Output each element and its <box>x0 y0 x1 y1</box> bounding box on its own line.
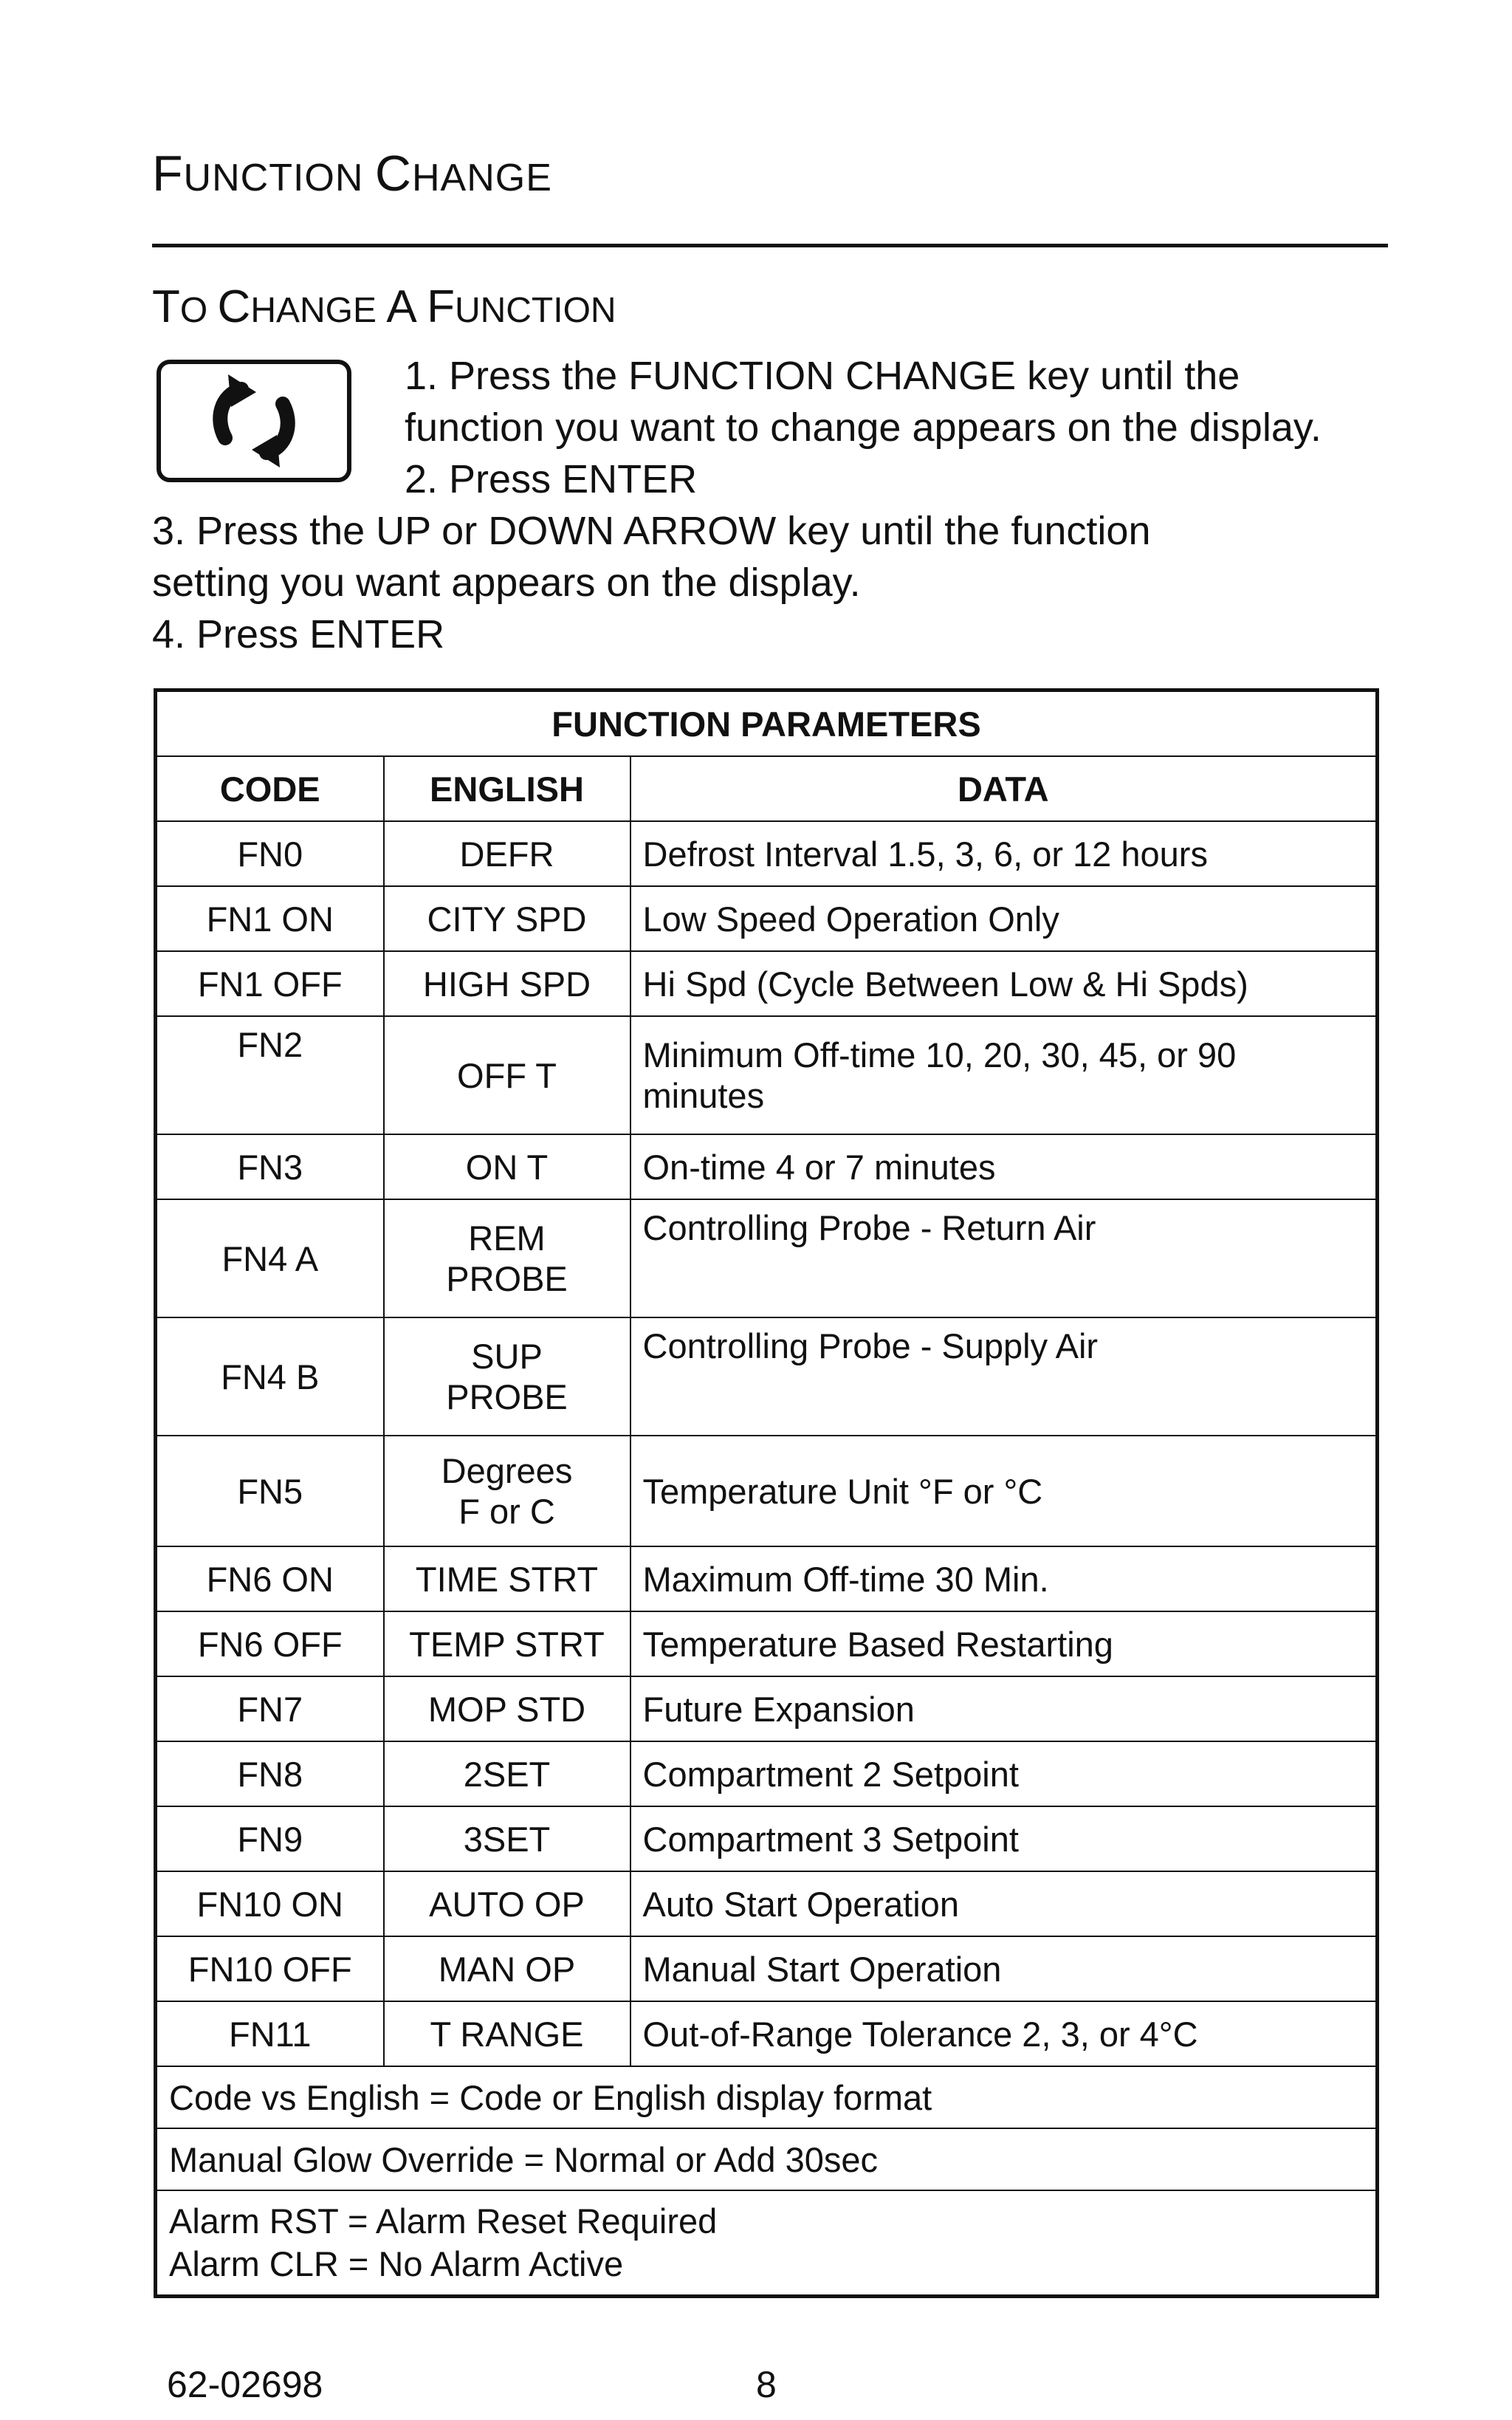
table-row <box>156 1016 1378 1134</box>
data-cell: On-time 4 or 7 minutes <box>630 1134 1378 1199</box>
step-3-line-1: 3. Press the UP or DOWN ARROW key until the function <box>152 509 1151 553</box>
title-rest-1: UNCTION <box>183 157 375 199</box>
data-cell: Compartment 2 Setpoint <box>630 1741 1378 1806</box>
note-manual-glow: Manual Glow Override = Normal or Add 30sec <box>156 2128 1378 2190</box>
english-cell: TEMP STRT <box>384 1611 630 1676</box>
table-caption-row <box>156 690 1378 757</box>
title-divider <box>152 244 1388 247</box>
data-line-1: Minimum Off-time 10, 20, 30, 45, or 90 <box>642 1035 1237 1074</box>
english-cell: 2SET <box>384 1741 630 1806</box>
table-row <box>156 1806 1378 1871</box>
english-cell: MOP STD <box>384 1676 630 1741</box>
step-3-line-2: setting you want appears on the display. <box>152 561 861 605</box>
english-cell: HIGH SPD <box>384 951 630 1016</box>
subtitle-rest-1: O <box>179 291 218 330</box>
header-english: ENGLISH <box>384 756 630 821</box>
table-row <box>156 2001 1378 2066</box>
data-cell: Low Speed Operation Only <box>630 886 1378 951</box>
code-cell: FN4 A <box>156 1199 384 1317</box>
data-cell: Temperature Based Restarting <box>630 1611 1378 1676</box>
table-row <box>156 1936 1378 2001</box>
code-cell: FN1 OFF <box>156 951 384 1016</box>
note-code-vs-english: Code vs English = Code or English display format <box>156 2066 1378 2128</box>
data-cell: Compartment 3 Setpoint <box>630 1806 1378 1871</box>
table-note-row <box>156 2066 1378 2128</box>
title-rest-2: HANGE <box>411 157 552 199</box>
note-alarm <box>156 2190 1378 2297</box>
code-cell: FN6 ON <box>156 1546 384 1611</box>
subtitle-rest-4: UNCTION <box>454 291 616 330</box>
code-cell: FN0 <box>156 821 384 886</box>
data-cell: Hi Spd (Cycle Between Low & Hi Spds) <box>630 951 1378 1016</box>
table-row <box>156 1317 1378 1436</box>
table-row <box>156 951 1378 1016</box>
english-cell: MAN OP <box>384 1936 630 2001</box>
table-row <box>156 1871 1378 1936</box>
data-cell: Defrost Interval 1.5, 3, 6, or 12 hours <box>630 821 1378 886</box>
code-cell: FN3 <box>156 1134 384 1199</box>
english-cell: CITY SPD <box>384 886 630 951</box>
data-cell: Temperature Unit °F or °C <box>630 1436 1378 1546</box>
english-cell: 3SET <box>384 1806 630 1871</box>
data-cell: Controlling Probe - Return Air <box>630 1199 1378 1317</box>
table-row <box>156 1546 1378 1611</box>
note-alarm-rst: Alarm RST = Alarm Reset Required <box>169 2201 718 2241</box>
english-line-2: F or C <box>458 1492 555 1531</box>
step-3 <box>152 505 1150 609</box>
code-cell: FN2 <box>156 1016 384 1134</box>
page-number: 8 <box>756 2364 777 2405</box>
english-cell: ON T <box>384 1134 630 1199</box>
step-1-line-2: function you want to change appears on the display. <box>405 405 1322 450</box>
data-cell: Auto Start Operation <box>630 1871 1378 1936</box>
table-row <box>156 821 1378 886</box>
data-cell: Out-of-Range Tolerance 2, 3, or 4°C <box>630 2001 1378 2066</box>
table-row <box>156 1134 1378 1199</box>
data-cell <box>630 1016 1378 1134</box>
table-row <box>156 1611 1378 1676</box>
data-cell: Future Expansion <box>630 1676 1378 1741</box>
header-data: DATA <box>630 756 1378 821</box>
table-row <box>156 886 1378 951</box>
code-cell: FN5 <box>156 1436 384 1546</box>
subtitle-space <box>417 291 427 330</box>
function-change-cycle-arrows-icon <box>199 373 309 469</box>
title-initial-2: C <box>374 145 412 202</box>
data-line-2: minutes <box>642 1076 765 1115</box>
step-1-line-1: 1. Press the FUNCTION CHANGE key until the <box>405 354 1240 398</box>
table-note-row <box>156 2128 1378 2190</box>
english-cell: OFF T <box>384 1016 630 1134</box>
note-alarm-clr: Alarm CLR = No Alarm Active <box>169 2244 624 2283</box>
english-line-1: Degrees <box>441 1451 573 1490</box>
section-title <box>152 281 616 333</box>
code-cell: FN10 ON <box>156 1871 384 1936</box>
table-note-row <box>156 2190 1378 2297</box>
code-cell: FN10 OFF <box>156 1936 384 2001</box>
document-number: 62-02698 <box>167 2364 323 2405</box>
table-row <box>156 1199 1378 1317</box>
english-cell <box>384 1199 630 1317</box>
subtitle-initial-3: A <box>386 281 417 332</box>
subtitle-initial-2: C <box>217 281 251 332</box>
code-cell: FN7 <box>156 1676 384 1741</box>
english-cell <box>384 1317 630 1436</box>
code-cell: FN11 <box>156 2001 384 2066</box>
english-cell: TIME STRT <box>384 1546 630 1611</box>
code-cell: FN8 <box>156 1741 384 1806</box>
table-row <box>156 1676 1378 1741</box>
code-cell: FN9 <box>156 1806 384 1871</box>
table-caption: FUNCTION PARAMETERS <box>156 690 1378 757</box>
english-line-2: PROBE <box>446 1377 568 1416</box>
code-cell: FN4 B <box>156 1317 384 1436</box>
title-initial-1: F <box>152 145 184 202</box>
table-row <box>156 1741 1378 1806</box>
step-2: 2. Press ENTER <box>405 457 698 501</box>
english-cell <box>384 1436 630 1546</box>
data-cell: Controlling Probe - Supply Air <box>630 1317 1378 1436</box>
table-row <box>156 1436 1378 1546</box>
english-line-2: PROBE <box>446 1259 568 1298</box>
data-cell: Maximum Off-time 30 Min. <box>630 1546 1378 1611</box>
english-cell: T RANGE <box>384 2001 630 2066</box>
data-cell: Manual Start Operation <box>630 1936 1378 2001</box>
subtitle-initial-1: T <box>152 281 180 332</box>
code-cell: FN1 ON <box>156 886 384 951</box>
header-code: CODE <box>156 756 384 821</box>
english-cell: AUTO OP <box>384 1871 630 1936</box>
step-1 <box>405 350 1322 453</box>
english-line-1: SUP <box>471 1337 543 1376</box>
page-title <box>152 145 552 202</box>
function-change-key <box>157 360 351 482</box>
step-4: 4. Press ENTER <box>152 612 445 657</box>
table-header-row <box>156 756 1378 821</box>
english-cell: DEFR <box>384 821 630 886</box>
subtitle-initial-4: F <box>427 281 455 332</box>
english-line-1: REM <box>468 1218 546 1258</box>
subtitle-rest-2: HANGE <box>250 291 387 330</box>
function-parameters-table <box>154 688 1379 2298</box>
code-cell: FN6 OFF <box>156 1611 384 1676</box>
